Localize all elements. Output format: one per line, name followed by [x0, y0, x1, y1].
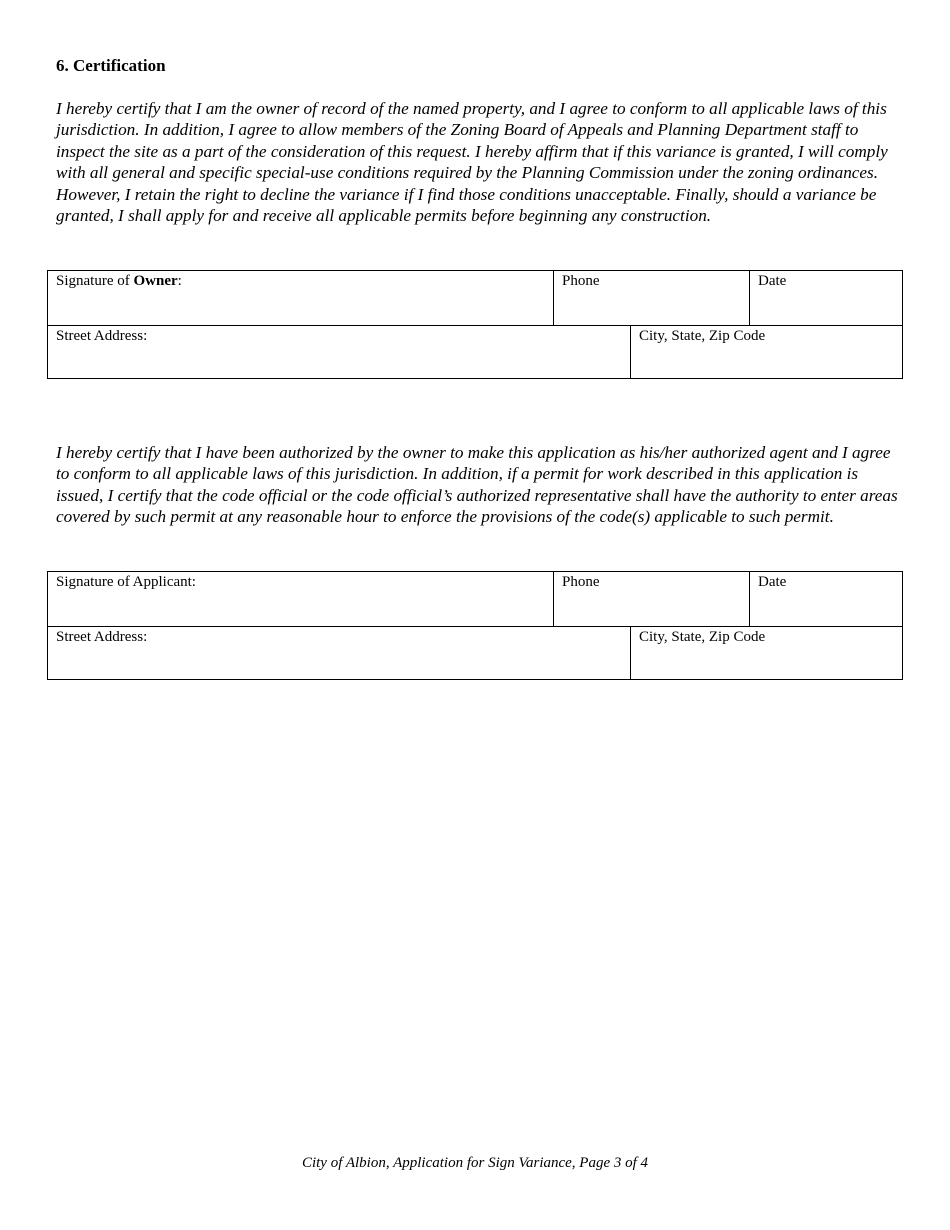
owner-certification-text: I hereby certify that I am the owner of record of the named property, and I agree to conform to all applicable laws of this jurisdiction. In addition, I agree to allow members of the Zoning Board of Appeals and Planning Department staff to inspect the site as a part of the consideration of this request. I hereby affirm that if this variance is granted, I will comply with all general and specific special-use conditions required by the Planning Commission under the zoning ordinances. However, I retain the right to decline the variance if I find those conditions unacceptable. Finally, should a variance be granted, I shall apply for and receive all applicable permits before beginning any construction.: [56, 99, 888, 226]
agent-certification-text: I hereby certify that I have been authorized by the owner to make this application as his/her authorized agent and I agree to conform to all applicable laws of this jurisdiction. In addition, if a permit for work described in this application is issued, I certify that the code official or the code official’s authorized representative shall have the authority to enter areas covered by such permit at any reasonable hour to enforce the provisions of the code(s) applicable to such permit.: [56, 443, 898, 527]
owner-city-state-zip-label: City, State, Zip Code: [639, 328, 766, 344]
applicant-date-field[interactable]: [749, 572, 903, 626]
applicant-phone-label: Phone: [562, 574, 600, 590]
applicant-street-address-label: Street Address:: [56, 629, 148, 645]
applicant-signature-label: Signature of Applicant:: [56, 574, 196, 590]
owner-date-field[interactable]: [749, 271, 903, 325]
owner-signature-label-suffix: :: [177, 273, 182, 289]
applicant-street-address-field[interactable]: [48, 626, 630, 679]
applicant-city-state-zip-label: City, State, Zip Code: [639, 629, 766, 645]
applicant-phone-field[interactable]: [553, 572, 749, 626]
owner-signature-label-prefix: Signature of: [56, 273, 134, 289]
owner-street-address-field[interactable]: [48, 325, 630, 378]
applicant-date-label: Date: [758, 574, 787, 590]
owner-signature-label-bold: Owner: [133, 273, 178, 289]
owner-city-state-zip-field[interactable]: [630, 325, 902, 378]
applicant-signature-field[interactable]: [48, 572, 553, 626]
applicant-city-state-zip-field[interactable]: [630, 626, 902, 679]
owner-phone-label: Phone: [562, 273, 600, 289]
owner-signature-table: [47, 270, 903, 379]
applicant-signature-table: [47, 571, 903, 680]
owner-street-address-label: Street Address:: [56, 328, 148, 344]
owner-date-label: Date: [758, 273, 787, 289]
owner-phone-field[interactable]: [553, 271, 749, 325]
page-footer: City of Albion, Application for Sign Variance, Page 3 of 4: [301, 1155, 649, 1171]
section-heading: 6. Certification: [56, 56, 166, 75]
owner-signature-field[interactable]: [48, 271, 553, 325]
